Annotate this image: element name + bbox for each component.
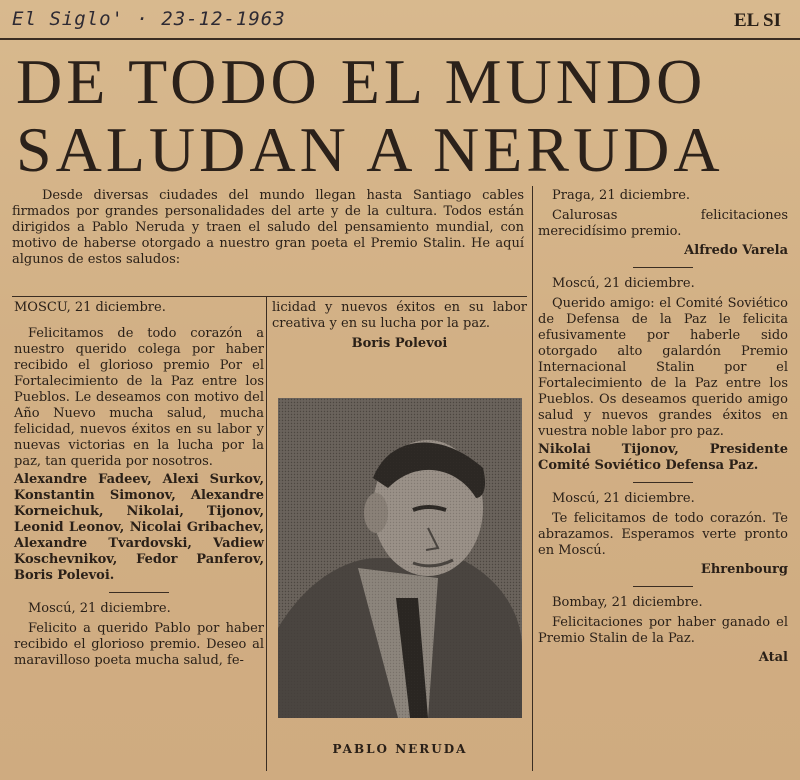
- column-2: [272, 300, 527, 356]
- message-body: Calurosas felicitaciones merecidísimo premio.: [538, 208, 788, 239]
- signature: Ehrenbourg: [700, 562, 788, 577]
- message-body: Querido amigo: el Comité Soviético de Defensa de la Paz le felicita efusivamente por haberle sido otorgado alto galardón Premio Internacional Stalin por el Fortalecimiento de la Paz entre los Pueblos. Os deseamos querido amigo salud y nuevos grandes éxitos en vuestra noble labor pro paz.: [538, 296, 788, 439]
- intro-divider: [12, 296, 527, 297]
- top-rule: [0, 38, 800, 40]
- portrait-image: [278, 398, 522, 718]
- message-body: Felicitaciones por haber ganado el Premio Stalin de la Paz.: [538, 615, 788, 646]
- message-body: licidad y nuevos éxitos en su labor creativa y en su lucha por la paz.: [272, 300, 527, 331]
- dateline: Moscú, 21 diciembre.: [552, 276, 695, 291]
- masthead: EL SI: [734, 10, 782, 31]
- column-divider-2: [532, 186, 533, 771]
- portrait-photo: [278, 398, 522, 718]
- handwritten-note: El Siglo' · 23-12-1963: [12, 8, 286, 30]
- dateline: Bombay, 21 diciembre.: [552, 595, 703, 610]
- signature: Nikolai Tijonov, Presidente Comité Soviético Defensa Paz.: [538, 442, 788, 473]
- intro-paragraph: Desde diversas ciudades del mundo llegan hasta Santiago cables firmados por grandes personalidades del arte y de la cultura. Todos están dirigidos a Pablo Neruda y traen el saludo del pensamiento mundial, con motivo de haberse otorgado a nuestro gran poeta el Premio Stalin. He aquí algunos de estos saludos:: [12, 188, 524, 267]
- dateline: Praga, 21 diciembre.: [552, 188, 691, 203]
- separator-rule: [633, 482, 693, 483]
- headline: [16, 48, 796, 184]
- separator-rule: [633, 586, 693, 587]
- message-body: Felicito a querido Pablo por haber recibido el glorioso premio. Deseo al maravilloso poeta mucha salud, fe-: [14, 621, 264, 668]
- separator-rule: [109, 592, 169, 593]
- separator-rule: [633, 267, 693, 268]
- dateline: Moscú, 21 diciembre.: [552, 491, 695, 506]
- column-3: [538, 188, 788, 670]
- dateline: Moscú, 21 diciembre.: [28, 601, 171, 616]
- dateline: MOSCU, 21 diciembre.: [14, 300, 166, 315]
- column-divider-1: [266, 296, 267, 771]
- headline-line-2: SALUDAN A NERUDA: [16, 114, 724, 185]
- headline-line-1: DE TODO EL MUNDO: [16, 46, 707, 117]
- signature: Atal: [758, 650, 788, 665]
- column-1: [14, 300, 264, 669]
- message-body: Felicitamos de todo corazón a nuestro querido colega por haber recibido el glorioso premio Por el Fortalecimiento de la Paz entre los Pueblos. Le deseamos con motivo del Año Nuevo mucha salud, mucha felicidad, nuevos éxitos en su labor y nuevas victorias en la lucha por la paz, tan querida por nosotros.: [14, 326, 264, 469]
- photo-caption: PABLO NERUDA: [332, 742, 468, 756]
- message-body: Te felicitamos de todo corazón. Te abrazamos. Esperamos verte pronto en Moscú.: [538, 511, 788, 558]
- signature: Boris Polevoi: [351, 336, 448, 351]
- signature: Alfredo Varela: [684, 243, 788, 258]
- signers-list: Alexandre Fadeev, Alexi Surkov, Konstantin Simonov, Alexandre Korneichuk, Nikolai, Tijonov, Leonid Leonov, Nicolai Gribachev, Alexandre Tvardovski, Vadiew Koschevnikov, Fedor Panferov, Boris Polevoi.: [14, 472, 264, 583]
